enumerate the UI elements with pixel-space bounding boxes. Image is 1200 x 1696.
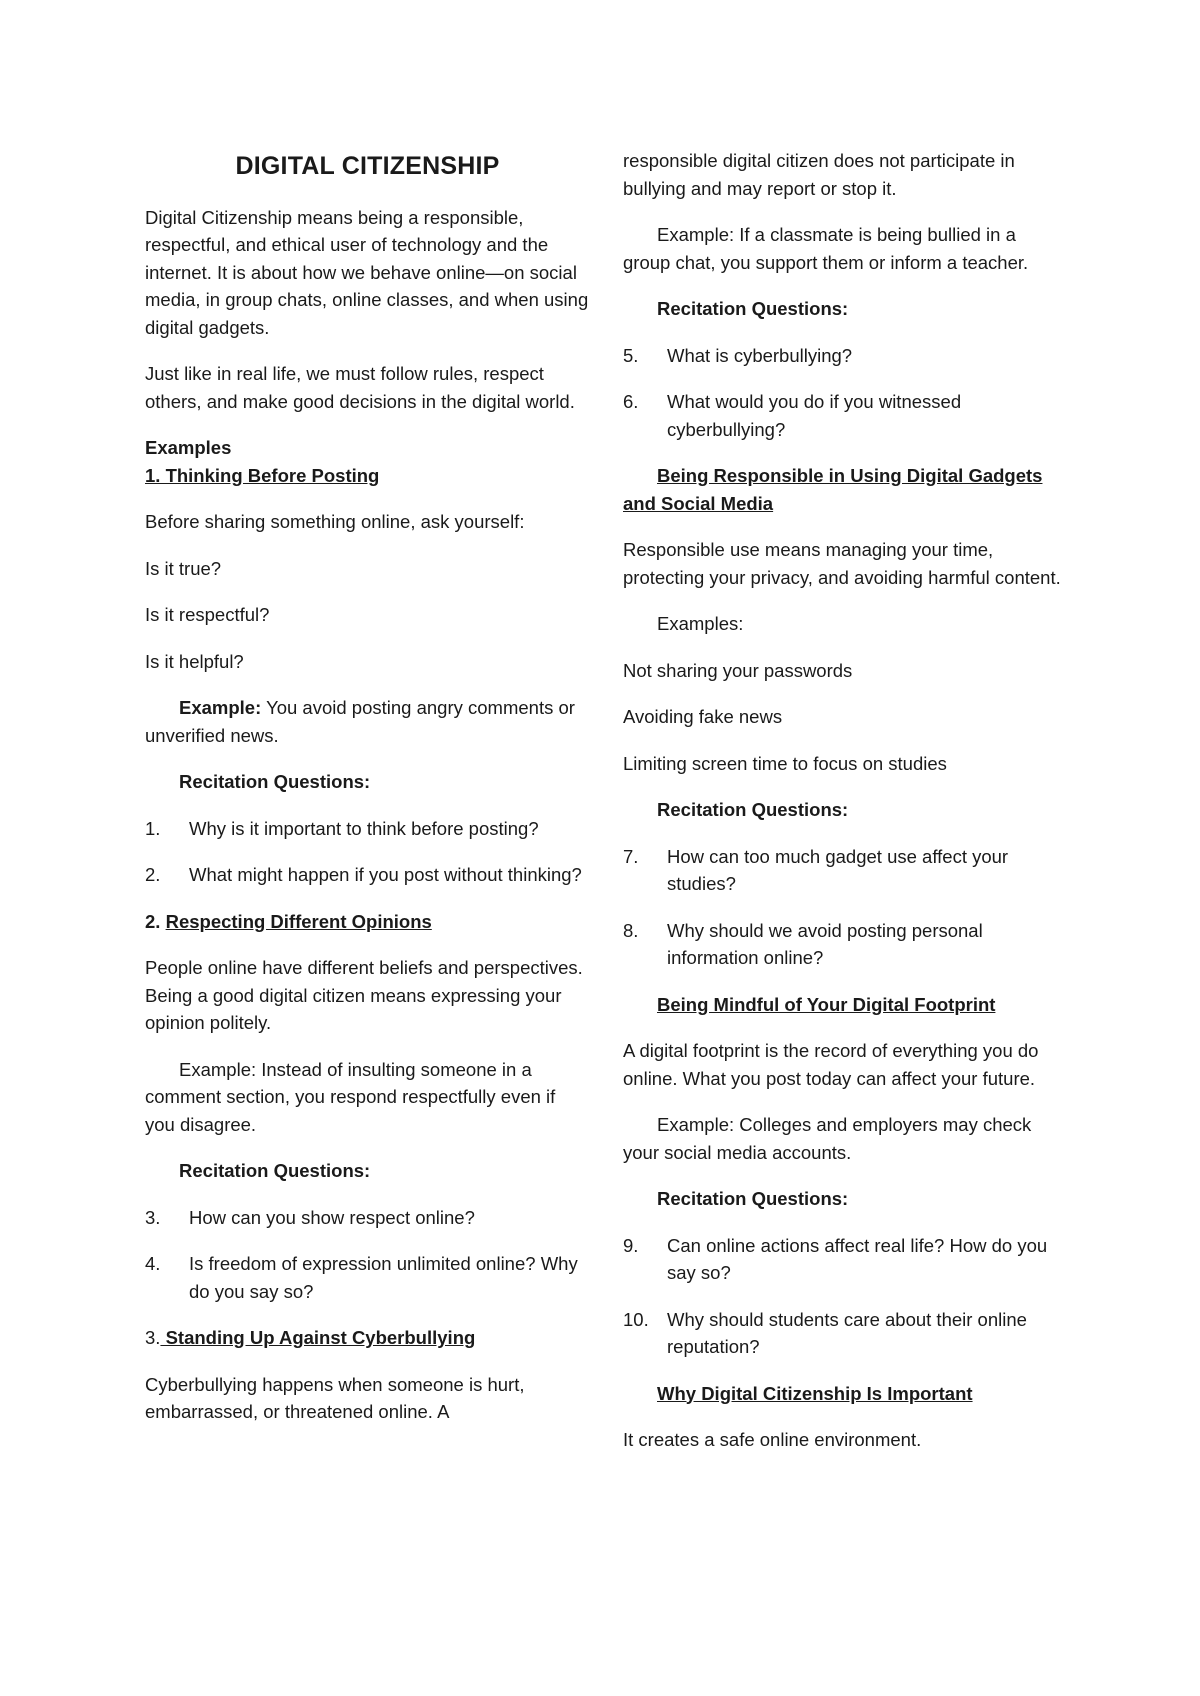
intro-paragraph-2: Just like in real life, we must follow rules, respect others, and make good decisions in the digital world. <box>145 363 575 412</box>
section-3-number: 3. <box>145 1327 161 1348</box>
section-1-lead: Before sharing something online, ask yourself: <box>145 511 525 532</box>
section-2-body: People online have different beliefs and perspectives. Being a good digital citizen means expressing your opinion politely. <box>145 957 583 1033</box>
section-5-body: A digital footprint is the record of everything you do online. What you post today can affect your future. <box>623 1040 1039 1089</box>
question-text: Why is it important to think before posting? <box>189 817 539 839</box>
section-3-example: Example: If a classmate is being bullied in a group chat, you support them or inform a teacher. <box>623 224 1029 273</box>
check-true: Is it true? <box>145 557 222 579</box>
check-respectful: Is it respectful? <box>145 604 270 625</box>
question-item <box>623 388 1068 443</box>
examples-heading: Examples <box>145 437 232 458</box>
question-text: How can too much gadget use affect your studies? <box>667 845 1009 894</box>
right-column <box>623 147 1068 1473</box>
section-2-heading <box>145 908 590 936</box>
question-number: 8. <box>623 919 639 941</box>
question-text: How can you show respect online? <box>189 1206 475 1228</box>
recitation-heading: Recitation Questions: <box>657 298 849 319</box>
example-label: Example: <box>179 697 262 718</box>
section-3-body-continued: responsible digital citizen does not participate in bullying and may report or stop it. <box>623 150 1015 199</box>
document-title: DIGITAL CITIZENSHIP <box>235 152 500 180</box>
question-number: 7. <box>623 845 639 867</box>
section-2-title: Respecting Different Opinions <box>165 910 432 932</box>
question-number: 10. <box>623 1308 649 1330</box>
section-5-heading <box>623 991 1068 1019</box>
section-4-title: Being Responsible in Using Digital Gadgets and Social Media <box>623 465 1043 514</box>
question-item <box>145 1250 590 1305</box>
question-item <box>623 1232 1068 1287</box>
question-text: What might happen if you post without thinking? <box>189 864 582 885</box>
question-number: 4. <box>145 1253 161 1274</box>
question-item <box>145 861 590 889</box>
question-item <box>145 1204 590 1232</box>
check-helpful: Is it helpful? <box>145 650 244 672</box>
question-text: Why should we avoid posting personal information online? <box>667 919 983 968</box>
recitation-heading: Recitation Questions: <box>657 1188 849 1209</box>
section-5-example: Example: Colleges and employers may check your social media accounts. <box>623 1114 1032 1163</box>
recitation-heading: Recitation Questions: <box>657 799 849 820</box>
section-5-title: Being Mindful of Your Digital Footprint <box>657 993 996 1015</box>
left-column <box>145 140 590 1445</box>
section-2-number: 2. <box>145 910 166 932</box>
recitation-heading: Recitation Questions: <box>179 771 371 792</box>
section-1-example <box>145 694 590 749</box>
section-6-body: It creates a safe online environment. <box>623 1429 922 1450</box>
section-3-title: Standing Up Against Cyberbullying <box>160 1327 476 1348</box>
question-item <box>145 815 590 843</box>
section-3-heading <box>145 1324 590 1352</box>
example-item: Not sharing your passwords <box>623 659 853 681</box>
question-text: Is freedom of expression unlimited online? Why do you say so? <box>189 1253 578 1302</box>
question-item <box>623 843 1068 898</box>
section-4-examples-label: Examples: <box>657 613 744 634</box>
question-text: Can online actions affect real life? How do you say so? <box>667 1234 1048 1283</box>
question-number: 9. <box>623 1234 639 1256</box>
section-6-title: Why Digital Citizenship Is Important <box>657 1382 973 1404</box>
section-4-body: Responsible use means managing your time, protecting your privacy, and avoiding harmful content. <box>623 539 1061 588</box>
question-text: What would you do if you witnessed cyberbullying? <box>667 391 962 440</box>
question-number: 6. <box>623 391 639 412</box>
question-number: 2. <box>145 864 161 885</box>
section-6-heading <box>623 1380 1068 1408</box>
intro-paragraph-1: Digital Citizenship means being a responsible, respectful, and ethical user of technology and the internet. It is about how we behave online—on social media, in group chats, online classes, and when using digital gadgets. <box>145 206 589 338</box>
question-item <box>623 342 1068 370</box>
section-1-heading: 1. Thinking Before Posting <box>145 464 380 486</box>
question-text: What is cyberbullying? <box>667 344 853 366</box>
question-number: 3. <box>145 1206 161 1228</box>
section-4-heading <box>623 462 1068 517</box>
section-2-example: Example: Instead of insulting someone in a comment section, you respond respectfully even if you disagree. <box>145 1058 556 1135</box>
question-number: 5. <box>623 344 639 366</box>
question-item <box>623 1306 1068 1361</box>
question-text: Why should students care about their online reputation? <box>667 1308 1027 1357</box>
question-item <box>623 917 1068 972</box>
example-item: Limiting screen time to focus on studies <box>623 752 947 774</box>
recitation-heading: Recitation Questions: <box>179 1160 371 1181</box>
example-item: Avoiding fake news <box>623 706 783 727</box>
question-number: 1. <box>145 817 161 839</box>
section-3-body-start: Cyberbullying happens when someone is hurt, embarrassed, or threatened online. A <box>145 1373 525 1422</box>
example-text: You avoid posting angry comments or unverified news. <box>145 697 575 746</box>
